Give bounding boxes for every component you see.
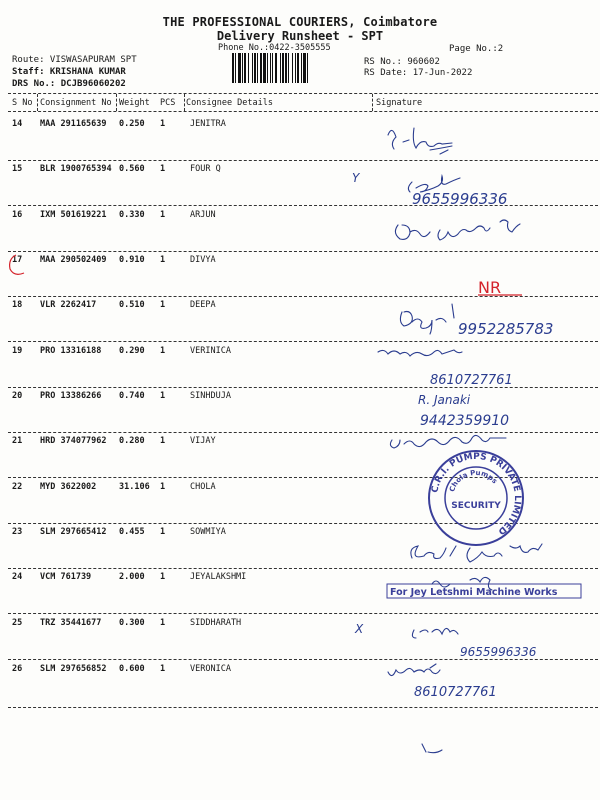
cell-consignment: HRD 374077962: [40, 436, 107, 446]
seal-outer-text: C.R.I. PUMPS PRIVATE LIMITED: [430, 451, 523, 537]
cell-weight: 2.000: [119, 572, 145, 582]
stray-mark: [422, 744, 442, 753]
cell-weight: 0.910: [119, 255, 145, 265]
seal-inner-text: Chola Pumps: [447, 468, 499, 493]
company-seal-stamp: [429, 451, 523, 545]
cell-pcs: 1: [160, 664, 166, 674]
col-sno: S No: [12, 98, 33, 108]
cell-pcs: 1: [160, 164, 166, 174]
cell-sno: 24: [12, 572, 23, 582]
phone-15: 9655996336: [412, 190, 508, 208]
cell-consignee: DEEPA: [190, 300, 216, 310]
cell-consignee: VERINICA: [190, 346, 231, 356]
red-circle-17: [10, 255, 24, 274]
cell-consignment: IXM 501619221: [40, 210, 107, 220]
cell-weight: 0.455: [119, 527, 145, 537]
cell-pcs: 1: [160, 300, 166, 310]
cell-weight: 0.510: [119, 300, 145, 310]
mark-15: Y: [352, 171, 360, 185]
phone-number: Phone No.:0422-3505555: [218, 43, 331, 53]
cell-consignment: TRZ 35441677: [40, 618, 102, 628]
cell-sno: 23: [12, 527, 23, 537]
phone-18: 9952285783: [458, 320, 554, 338]
cell-consignment: SLM 297656852: [40, 664, 107, 674]
signature-21: [390, 435, 506, 448]
col-consignee: Consignee Details: [186, 98, 273, 108]
cell-consignment: PRO 13316188: [40, 346, 102, 356]
signature-25: [412, 628, 458, 638]
signature-23: [411, 544, 542, 562]
cell-consignee: VIJAY: [190, 436, 216, 446]
cell-weight: 0.280: [119, 436, 145, 446]
rubber-stamp-text: For Jey Letshmi Machine Works: [390, 587, 558, 598]
signature-19: [378, 350, 462, 356]
cell-sno: 22: [12, 482, 23, 492]
cell-consignee: DIVYA: [190, 255, 216, 265]
cell-consignment: VLR 2262417: [40, 300, 97, 310]
name-20: R. Janaki: [418, 393, 471, 407]
cell-consignment: VCM 761739: [40, 572, 92, 582]
cell-sno: 14: [12, 119, 23, 129]
cell-pcs: 1: [160, 527, 166, 537]
signature-18: [400, 304, 454, 334]
phone-26: 8610727761: [414, 685, 497, 700]
cell-pcs: 1: [160, 255, 166, 265]
cell-sno: 20: [12, 391, 23, 401]
cell-weight: 0.330: [119, 210, 145, 220]
col-signature: Signature: [376, 98, 423, 108]
signature-14: [388, 128, 452, 154]
cell-consignment: MYD 3622002: [40, 482, 97, 492]
phone-20: 9442359910: [420, 413, 510, 429]
cell-consignee: VERONICA: [190, 664, 231, 674]
cell-weight: 0.300: [119, 618, 145, 628]
col-weight: Weight: [119, 98, 150, 108]
cell-weight: 0.290: [119, 346, 145, 356]
phone-19: 8610727761: [430, 373, 513, 388]
cell-pcs: 1: [160, 210, 166, 220]
cell-weight: 31.106: [119, 482, 150, 492]
staff: Staff: KRISHANA KUMAR: [12, 67, 126, 77]
phone-25: 9655996336: [460, 645, 537, 659]
cell-weight: 0.600: [119, 664, 145, 674]
cell-weight: 0.250: [119, 119, 145, 129]
cell-consignment: BLR 1900765394: [40, 164, 112, 174]
cell-consignee: FOUR Q: [190, 164, 221, 174]
signature-16: [395, 220, 520, 240]
rs-number: RS No.: 960602: [364, 57, 440, 67]
cell-pcs: 1: [160, 119, 166, 129]
cell-consignee: SIDDHARATH: [190, 618, 242, 628]
drs-number: DRS No.: DCJB96060202: [12, 79, 126, 89]
cell-consignee: JENITRA: [190, 119, 226, 129]
cell-sno: 21: [12, 436, 23, 446]
cell-pcs: 1: [160, 391, 166, 401]
cell-consignee: CHOLA: [190, 482, 216, 492]
cell-pcs: 1: [160, 482, 166, 492]
cell-consignment: MAA 291165639: [40, 119, 107, 129]
cell-consignee: SINHDUJA: [190, 391, 231, 401]
cell-sno: 19: [12, 346, 23, 356]
cell-consignment: MAA 290502409: [40, 255, 107, 265]
seal-center-text: SECURITY: [451, 501, 501, 511]
company-title: THE PROFESSIONAL COURIERS, Coimbatore: [162, 15, 438, 29]
mark-25: X: [355, 622, 364, 636]
route: Route: VISWASAPURAM SPT: [12, 55, 137, 65]
runsheet-title: Delivery Runsheet - SPT: [216, 29, 384, 43]
cell-consignee: ARJUN: [190, 210, 216, 220]
cell-pcs: 1: [160, 436, 166, 446]
cell-consignee: JEYALAKSHMI: [190, 572, 247, 582]
cell-pcs: 1: [160, 346, 166, 356]
red-note-nr: NR: [478, 278, 502, 297]
cell-consignment: PRO 13386266: [40, 391, 102, 401]
col-consignment: Consignment No: [40, 98, 112, 108]
cell-sno: 18: [12, 300, 23, 310]
cell-sno: 16: [12, 210, 23, 220]
cell-weight: 0.560: [119, 164, 145, 174]
rs-date: RS Date: 17-Jun-2022: [364, 68, 473, 78]
cell-weight: 0.740: [119, 391, 145, 401]
col-pcs: PCS: [160, 98, 176, 108]
cell-pcs: 1: [160, 618, 166, 628]
cell-pcs: 1: [160, 572, 166, 582]
page-number: Page No.:2: [449, 44, 504, 54]
cell-sno: 15: [12, 164, 23, 174]
cell-sno: 25: [12, 618, 23, 628]
cell-consignee: SOWMIYA: [190, 527, 226, 537]
cell-sno: 17: [12, 255, 23, 265]
cell-sno: 26: [12, 664, 23, 674]
cell-consignment: SLM 297665412: [40, 527, 107, 537]
signature-26: [388, 664, 440, 676]
